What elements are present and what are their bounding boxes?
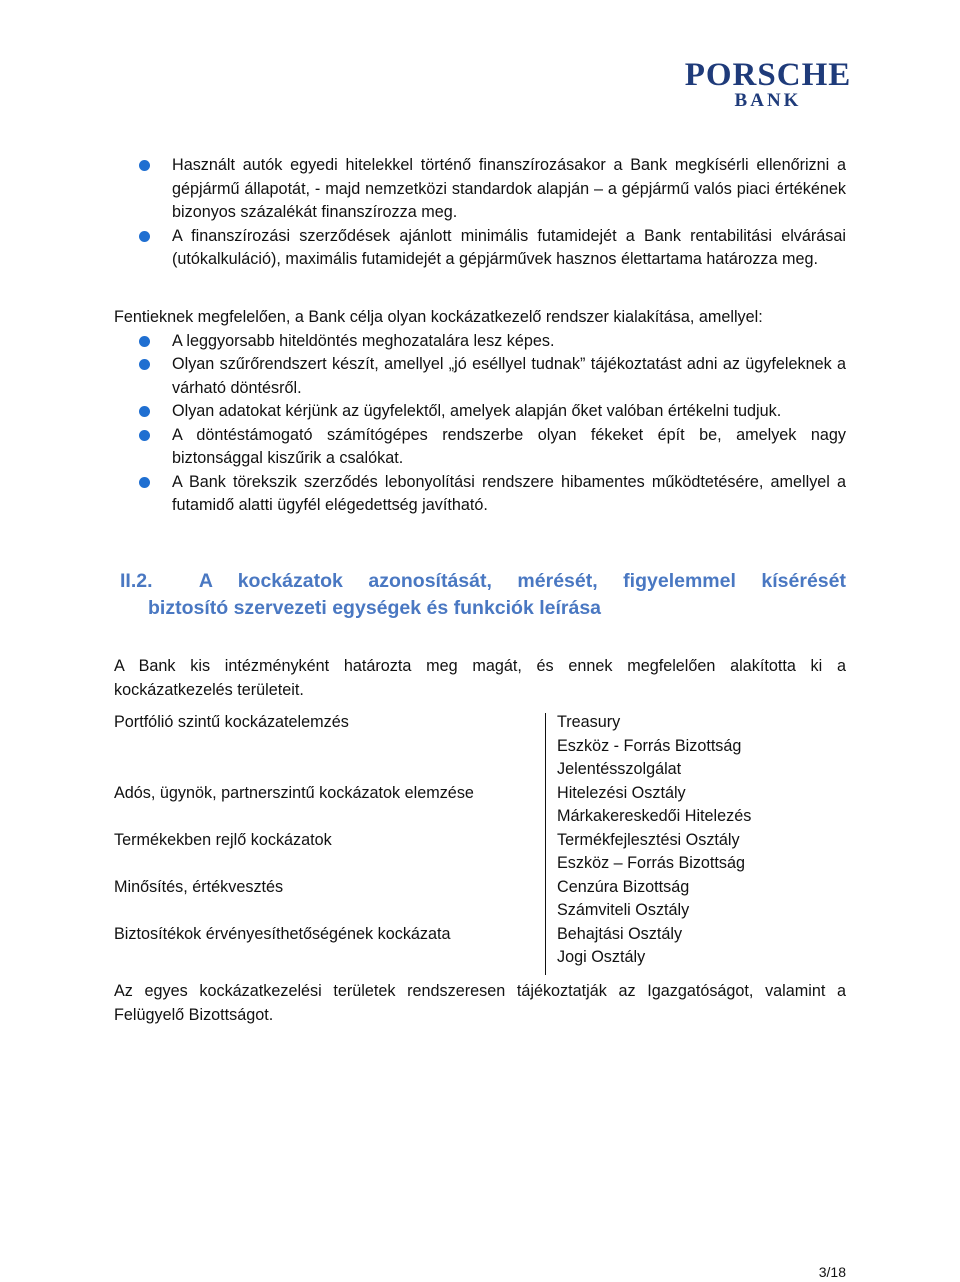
unit-item: Eszköz – Forrás Bizottság: [557, 854, 746, 872]
list-item-text: Olyan szűrőrendszert készít, amellyel „jó eséllyel tudnak” tájékoztatást adni az ügyfeleknek a várható döntésről.: [172, 355, 846, 397]
risk-area-item: Minősítés, értékvesztés: [114, 878, 284, 896]
list-item: [114, 471, 846, 518]
section-number: II.2.: [120, 570, 153, 592]
closing-paragraph-block: [114, 980, 846, 1027]
unit-item: Eszköz - Forrás Bizottság: [557, 736, 742, 755]
list-item-text: Olyan adatokat kérjünk az ügyfelektől, amelyek alapján őket valóban értékelni tudjuk.: [172, 402, 782, 420]
section-paragraph-block: [114, 655, 846, 702]
list-item: [114, 353, 846, 400]
section-paragraph: A Bank kis intézményként határozta meg magát, és ennek megfelelően alakította ki a kockázatkezelés területeit.: [114, 657, 846, 699]
bullet-dot-icon: [139, 160, 150, 171]
bullet-dot-icon: [139, 477, 150, 488]
list-item: [114, 225, 846, 272]
porsche-bank-logo: [660, 58, 876, 110]
unit-item: Hitelezési Osztály: [557, 783, 686, 802]
unit-item: Jogi Osztály: [557, 948, 646, 966]
list-item-text: A döntéstámogató számítógépes rendszerbe olyan fékeket épít be, amelyek nagy biztonsággal kiszűrik a csalókat.: [172, 425, 846, 467]
list-item-text: A Bank törekszik szerződés lebonyolítási rendszere hibamentes működtetésére, amellyel a futamidő alatti ügyfél elégedettség javítható.: [172, 472, 846, 514]
bullet-list-top: [114, 154, 846, 272]
unit-item: Cenzúra Bizottság: [557, 877, 690, 896]
closing-paragraph: Az egyes kockázatkezelési területek rendszeresen tájékoztatják az Igazgatóságot, valamint a Felügyelő Bizottságot.: [114, 982, 846, 1024]
list-item: [114, 330, 846, 354]
goals-block: [114, 306, 846, 518]
bullet-dot-icon: [139, 336, 150, 347]
section-heading: [114, 568, 846, 622]
list-item-text: A finanszírozási szerződések ajánlott minimális futamidejét a Bank rentabilitási elvárásai (utókalkuláció), maximális futamidejét a gépjárművek hasznos élettartama határozza meg.: [172, 226, 846, 268]
unit-item: Jelentésszolgálat: [557, 760, 682, 778]
section-title-line-2: biztosító szervezeti egységek és funkciók leírása: [148, 597, 602, 619]
risk-area-item: Adós, ügynök, partnerszintű kockázatok elemzése: [114, 784, 474, 802]
unit-column: [557, 711, 751, 970]
unit-item: Termékfejlesztési Osztály: [557, 830, 740, 849]
logo-line-2: BANK: [734, 90, 802, 111]
list-item: [114, 154, 846, 225]
unit-item: Márkakereskedői Hitelezés: [557, 807, 752, 825]
unit-item: Treasury: [557, 713, 621, 731]
unit-item: Behajtási Osztály: [557, 924, 683, 943]
page-number: 3/18: [818, 1264, 846, 1280]
intro-paragraph: Fentieknek megfelelően, a Bank célja olyan kockázatkezelő rendszer kialakítása, amellyel:: [114, 308, 763, 326]
section-heading-line-1: [114, 568, 846, 595]
list-item: [114, 424, 846, 471]
list-item: [114, 400, 846, 424]
column-divider: [545, 713, 546, 975]
list-item-text: A leggyorsabb hiteldöntés meghozatalára lesz képes.: [172, 331, 555, 350]
section-title-line-1: A kockázatok azonosítását, mérését, figyelemmel kísérését: [198, 570, 846, 592]
logo-line-1: PORSCHE: [684, 57, 852, 93]
bullet-dot-icon: [139, 406, 150, 417]
list-item-text: Használt autók egyedi hitelekkel történő finanszírozásakor a Bank megkísérli ellenőrizni a gépjármű állapotát, - majd nemzetközi standardok alapján – a gépjármű valós piaci értékének bizonyos százalékát finanszírozza meg.: [172, 156, 846, 221]
bullet-dot-icon: [139, 231, 150, 242]
bullet-dot-icon: [139, 359, 150, 370]
risk-area-item: Biztosítékok érvényesíthetőségének kockázata: [114, 925, 451, 943]
unit-item: Számviteli Osztály: [557, 901, 690, 919]
risk-area-item: Portfólió szintű kockázatelemzés: [114, 713, 349, 731]
risk-area-item: Termékekben rejlő kockázatok: [114, 831, 332, 849]
bullet-dot-icon: [139, 430, 150, 441]
